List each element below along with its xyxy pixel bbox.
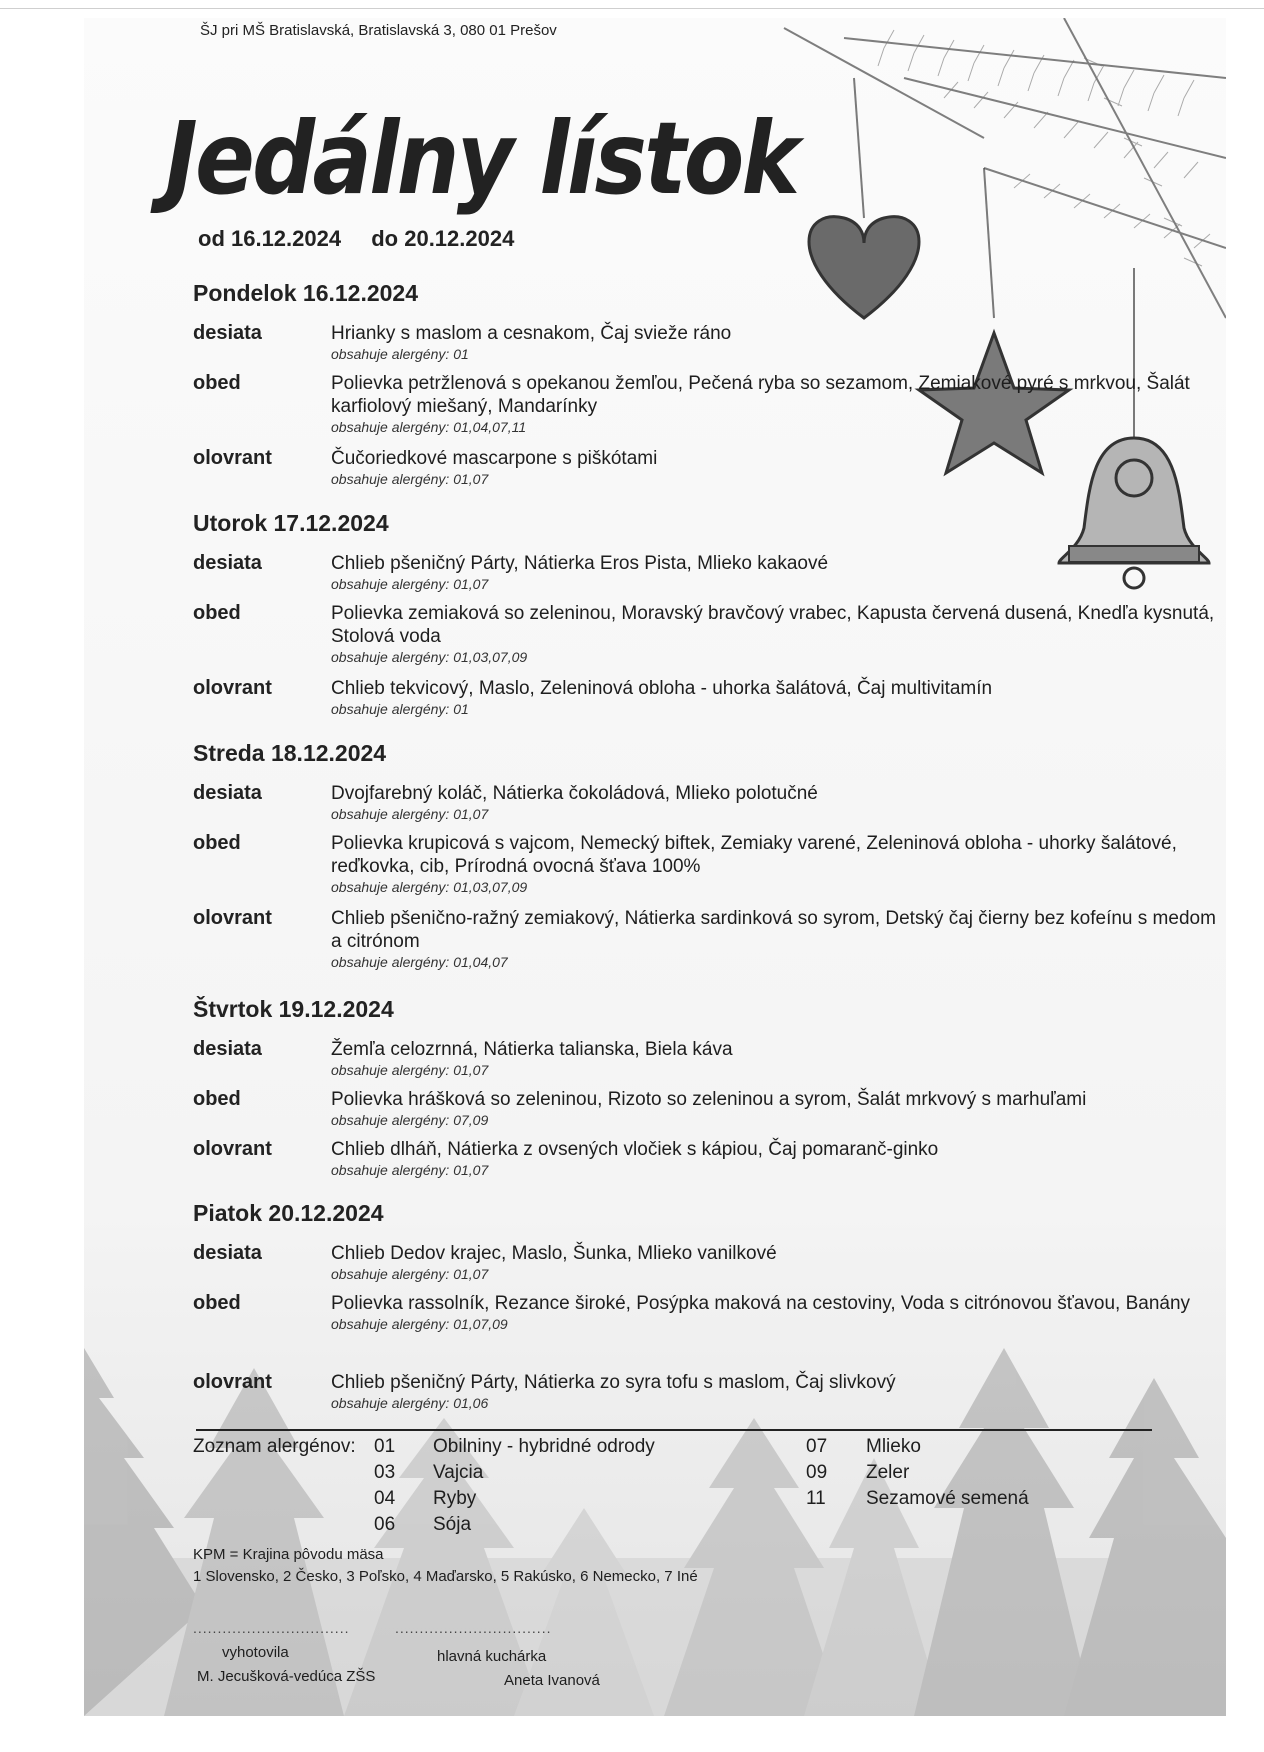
- meal-label: desiata: [193, 782, 262, 804]
- meal-label: desiata: [193, 552, 262, 574]
- school-address: ŠJ pri MŠ Bratislavská, Bratislavská 3, 080 01 Prešov: [200, 22, 557, 39]
- meal-text: Chlieb pšeničný Párty, Nátierka zo syra tofu s maslom, Čaj slivkový: [331, 1372, 896, 1393]
- meal-text: Chlieb pšeničný Párty, Nátierka Eros Pista, Mlieko kakaové: [331, 553, 829, 574]
- allergen-note: obsahuje alergény: 01: [331, 346, 469, 362]
- meat-origin-title: KPM = Krajina pôvodu mäsa: [193, 1546, 384, 1563]
- date-to: do 20.12.2024: [371, 226, 515, 251]
- signature-right-role: hlavná kuchárka: [437, 1648, 547, 1665]
- date-range: [198, 226, 538, 252]
- allergen-note: obsahuje alergény: 01,07: [331, 806, 489, 822]
- meal-text: Dvojfarebný koláč, Nátierka čokoládová, Mlieko polotučné: [331, 783, 818, 804]
- allergen-note: obsahuje alergény: 01,07: [331, 1266, 489, 1282]
- allergen-code: 07: [806, 1436, 828, 1457]
- day-heading-tuesday: Utorok 17.12.2024: [193, 510, 389, 536]
- allergen-note: obsahuje alergény: 01: [331, 701, 469, 717]
- meal-label: obed: [193, 372, 241, 394]
- day-heading-monday: Pondelok 16.12.2024: [193, 280, 419, 306]
- allergen-legend-title: Zoznam alergénov:: [193, 1436, 356, 1457]
- signature-right-name: Aneta Ivanová: [504, 1672, 600, 1689]
- allergen-note: obsahuje alergény: 01,04,07: [331, 954, 508, 970]
- page-title: Jedálny lístok: [165, 100, 798, 217]
- signature-left-role: vyhotovila: [222, 1644, 289, 1661]
- allergen-note: obsahuje alergény: 01,07,09: [331, 1316, 508, 1332]
- meal-label: obed: [193, 1292, 241, 1314]
- allergen-note: obsahuje alergény: 01,07: [331, 1162, 489, 1178]
- meat-origin-countries: 1 Slovensko, 2 Česko, 3 Poľsko, 4 Maďarsko, 5 Rakúsko, 6 Nemecko, 7 Iné: [193, 1568, 698, 1585]
- allergen-legend-col2-codes: [806, 1434, 827, 1512]
- meal-label: olovrant: [193, 1138, 272, 1160]
- allergen-name: Ryby: [433, 1488, 477, 1509]
- signature-left-name: M. Jecušková-vedúca ZŠS: [197, 1668, 376, 1685]
- allergen-legend-col1-codes: [374, 1434, 395, 1538]
- meal-text: Žemľa celozrnná, Nátierka talianska, Biela káva: [331, 1039, 733, 1060]
- heart-ornament-icon: [809, 217, 919, 318]
- meal-text: Polievka zemiaková so zeleninou, Moravský bravčový vrabec, Kapusta červená dusená, Knedľa kysnutá, Stolová voda: [331, 603, 1215, 647]
- allergen-code: 06: [374, 1514, 396, 1535]
- meal-text: Polievka krupicová s vajcom, Nemecký biftek, Zemiaky varené, Zeleninová obloha - uhorky šalátové, reďkovka, cib, Prírodná ovocná šťava 100%: [331, 833, 1177, 877]
- meal-label: olovrant: [193, 447, 272, 469]
- allergen-legend-col1-names: [433, 1434, 655, 1538]
- meal-label: olovrant: [193, 907, 272, 929]
- allergen-code: 11: [806, 1488, 826, 1509]
- allergen-note: obsahuje alergény: 01,07: [331, 471, 489, 487]
- day-heading-thursday: Štvrtok 19.12.2024: [193, 996, 394, 1022]
- allergen-legend-col2-names: [866, 1434, 1029, 1512]
- signature-line-right: ................................: [395, 1620, 552, 1636]
- meal-text: Hrianky s maslom a cesnakom, Čaj svieže ráno: [331, 323, 732, 344]
- allergen-code: 03: [374, 1462, 396, 1483]
- allergen-name: Sója: [433, 1514, 472, 1535]
- allergen-code: 01: [374, 1436, 396, 1457]
- meal-text: Chlieb dlháň, Nátierka z ovsených vločiek s kápiou, Čaj pomaranč-ginko: [331, 1139, 939, 1160]
- meal-label: obed: [193, 602, 241, 624]
- meal-label: desiata: [193, 1242, 262, 1264]
- allergen-code: 09: [806, 1462, 828, 1483]
- meat-origin-note: [193, 1544, 698, 1588]
- meal-label: desiata: [193, 1038, 262, 1060]
- meal-text: Polievka hrášková so zeleninou, Rizoto so zeleninou a syrom, Šalát mrkvový s marhuľami: [331, 1089, 1087, 1110]
- meal-label: desiata: [193, 322, 262, 344]
- meal-label: olovrant: [193, 677, 272, 699]
- allergen-note: obsahuje alergény: 01,06: [331, 1395, 489, 1411]
- day-heading-wednesday: Streda 18.12.2024: [193, 740, 387, 766]
- meal-text: Polievka rassolník, Rezance široké, Posýpka maková na cestoviny, Voda s citrónovou šťavou, Banány: [331, 1293, 1191, 1314]
- meal-label: obed: [193, 832, 241, 854]
- allergen-code: 04: [374, 1488, 396, 1509]
- allergen-name: Mlieko: [866, 1436, 921, 1457]
- signature-line-left: ................................: [193, 1620, 350, 1636]
- allergen-name: Sezamové semená: [866, 1488, 1029, 1509]
- top-rule: [0, 8, 1264, 9]
- day-heading-friday: Piatok 20.12.2024: [193, 1200, 384, 1226]
- meal-text: Chlieb tekvicový, Maslo, Zeleninová obloha - uhorka šalátová, Čaj multivitamín: [331, 678, 993, 699]
- allergen-note: obsahuje alergény: 07,09: [331, 1112, 489, 1128]
- allergen-note: obsahuje alergény: 01,04,07,11: [331, 419, 527, 435]
- meal-text: Chlieb pšenično-ražný zemiakový, Nátierka sardinková so syrom, Detský čaj čierny bez kofeínu s medom a citrónom: [331, 908, 1216, 952]
- meal-label: obed: [193, 1088, 241, 1110]
- allergen-name: Zeler: [866, 1462, 910, 1483]
- meal-text: Chlieb Dedov krajec, Maslo, Šunka, Mlieko vanilkové: [331, 1243, 777, 1264]
- allergen-note: obsahuje alergény: 01,03,07,09: [331, 879, 528, 895]
- date-from: od 16.12.2024: [198, 226, 342, 251]
- allergen-note: obsahuje alergény: 01,07: [331, 576, 489, 592]
- allergen-name: Obilniny - hybridné odrody: [433, 1436, 655, 1457]
- meal-text: Čučoriedkové mascarpone s piškótami: [331, 448, 658, 469]
- allergen-name: Vajcia: [433, 1462, 484, 1483]
- allergen-note: obsahuje alergény: 01,07: [331, 1062, 489, 1078]
- legend-divider: [196, 1429, 1152, 1431]
- meal-label: olovrant: [193, 1371, 272, 1393]
- allergen-note: obsahuje alergény: 01,03,07,09: [331, 649, 528, 665]
- meal-text: Polievka petržlenová s opekanou žemľou, Pečená ryba so sezamom, Zemiakové pyré s mrkvou, Šalát karfiolový miešaný, Mandarínky: [331, 373, 1190, 417]
